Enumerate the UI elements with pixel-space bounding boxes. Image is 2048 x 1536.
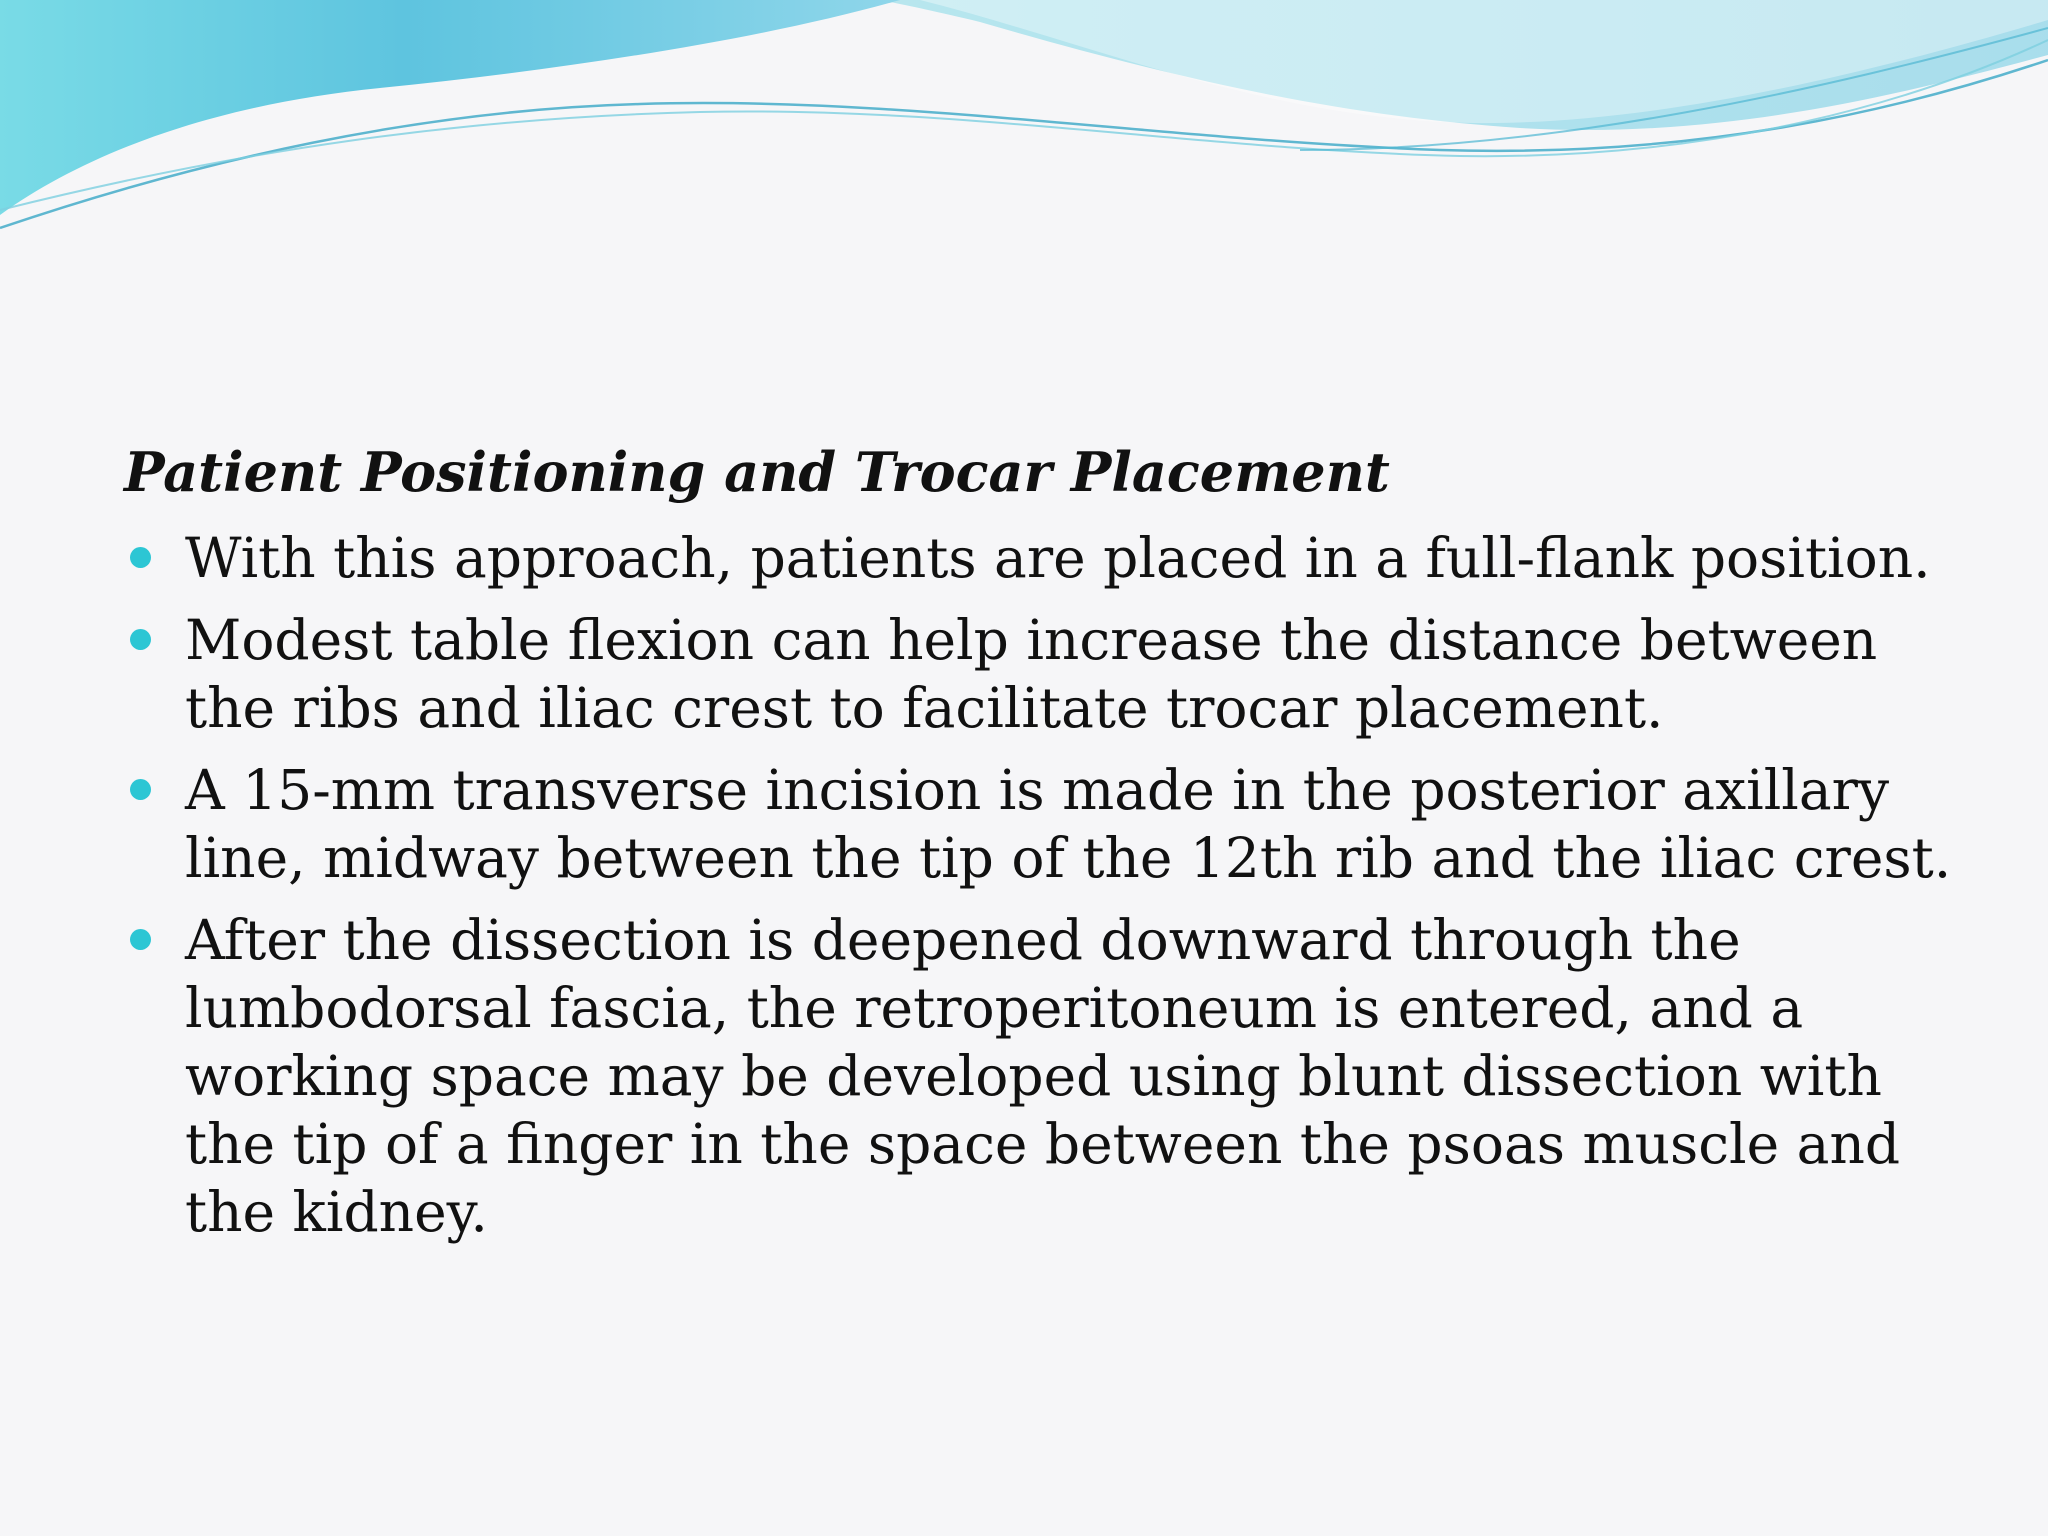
bullet-item [124,606,1954,742]
bullet-text: A 15-mm transverse incision is made in the posterior axillary line, midway between the tip of the 12th rib and the iliac crest. [185,758,1952,890]
bullet-dot-icon [130,779,151,800]
bullet-item [124,756,1954,892]
header-wave-decoration [0,0,2048,240]
bullet-list [124,524,1954,1246]
bullet-dot-icon [130,929,151,950]
slide-subtitle: Patient Positioning and Trocar Placement [124,440,1390,504]
slide-content [124,434,1954,1246]
bullet-text: After the dissection is deepened downward through the lumbodorsal fascia, the retroperitoneum is entered, and a working space may be developed using blunt dissection with the tip of a finger in the space between the psoas muscle and the kidney. [185,908,1901,1244]
bullet-dot-icon [130,547,151,568]
bullet-item [124,524,1954,592]
bullet-dot-icon [130,629,151,650]
bullet-text: Modest table flexion can help increase the distance between the ribs and iliac crest to facilitate trocar placement. [185,608,1878,740]
bullet-item [124,906,1954,1246]
bullet-text: With this approach, patients are placed in a full-flank position. [185,526,1931,590]
